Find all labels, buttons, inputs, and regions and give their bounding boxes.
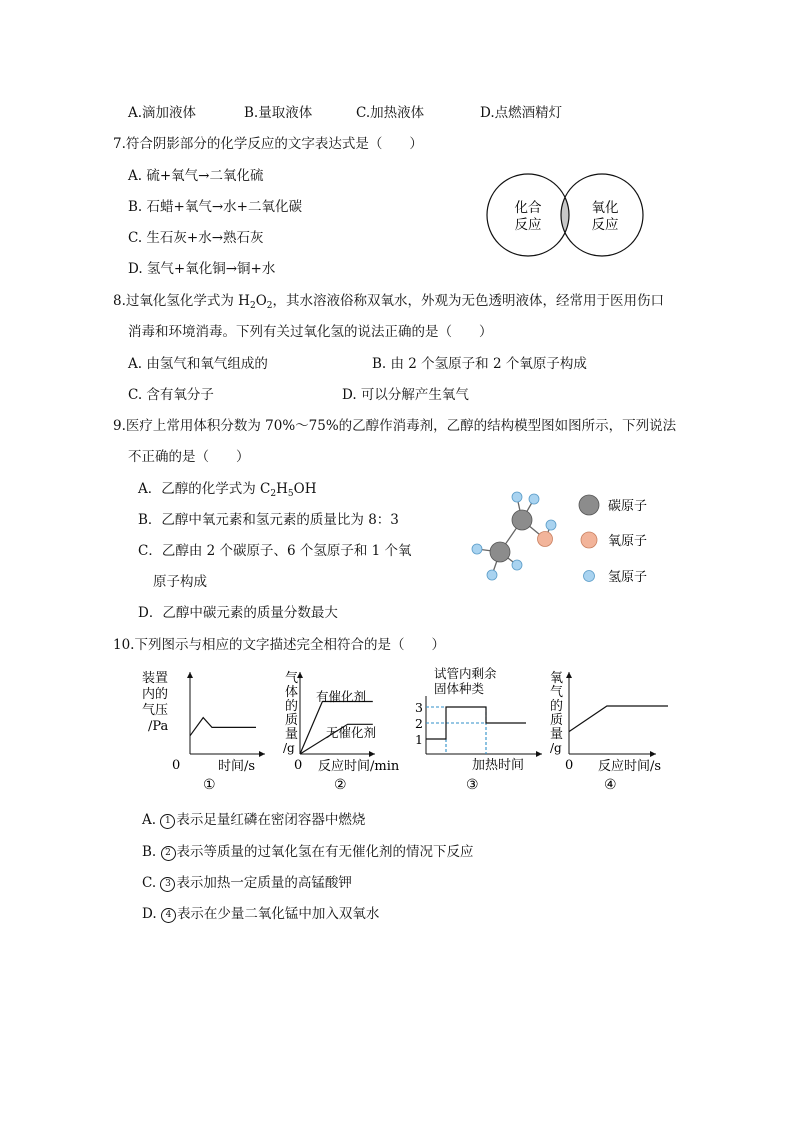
graph-2-ylabel-3: 的 <box>285 699 299 714</box>
q8-option-a: A. 由氢气和氧气组成的 <box>128 356 268 372</box>
graph-1-ylabel-3: 气压 <box>142 703 169 718</box>
graph-1-ylabel-2: 内的 <box>142 687 169 702</box>
q8-option-d: D. 可以分解产生氧气 <box>342 387 469 403</box>
graph-4-ylabel-3: 的 <box>550 699 564 714</box>
graph-1-xlabel: 时间/s <box>218 759 256 774</box>
q10-stem: 10.下列图示与相应的文字描述完全相符合的是（ ） <box>113 637 445 653</box>
hydrogen-atom <box>487 570 497 580</box>
graph-1-origin: 0 <box>172 758 181 773</box>
graph-3-title-1: 试管内剩余 <box>434 666 497 681</box>
circled-number-icon: 4 <box>161 908 176 923</box>
graph-2-ylabel-2: 体 <box>285 685 299 700</box>
q6-option-b: B.量取液体 <box>244 105 313 121</box>
circled-number-icon: 3 <box>160 877 175 892</box>
graph-3 <box>410 662 545 796</box>
graph-2-legend-catalyst: 有催化剂 <box>316 689 367 704</box>
q9-option-a: A．乙醇的化学式为 $C_2H_5OH$ <box>138 481 317 499</box>
ethanol-model <box>465 485 665 585</box>
graph-3-tick-1: 1 <box>415 732 423 747</box>
q8-option-b: B. 由 2 个氢原子和 2 个氧原子构成 <box>372 356 587 372</box>
graph-2-ylabel-5: 量 <box>285 727 299 742</box>
hydrogen-atom <box>529 494 539 504</box>
q9-stem-line1: 9.医疗上常用体积分数为 70%～75%的乙醇作消毒剂，乙醇的结构模型图如图所示，下列说法 <box>113 418 677 434</box>
carbon-atom <box>512 510 532 530</box>
venn-right-label-1: 氧化 <box>591 200 619 216</box>
graph-4-ylabel-6: /g <box>550 741 562 755</box>
graph-4-ylabel-5: 量 <box>550 727 564 742</box>
graph-1-ylabel-4: /Pa <box>148 719 169 734</box>
circled-number-icon: 1 <box>160 814 175 829</box>
q10-option-b: B. 2 表示等质量的过氧化氢在有无催化剂的情况下反应 <box>142 844 474 860</box>
q9-option-b: B．乙醇中氧元素和氢元素的质量比为 8：3 <box>138 512 399 528</box>
legend-carbon-icon <box>579 495 599 515</box>
legend-oxygen-label: 氧原子 <box>608 534 648 549</box>
graph-4-ylabel-2: 气 <box>550 685 564 700</box>
graph-1-series-line <box>190 718 256 736</box>
hydrogen-atom <box>546 520 556 530</box>
venn-left-label-1: 化合 <box>514 200 542 216</box>
graph-4-caption: ④ <box>604 777 617 793</box>
q10-option-c: C. 3 表示加热一定质量的高锰酸钾 <box>142 875 352 891</box>
q9-stem-line2: 不正确的是（ ） <box>128 449 250 465</box>
hydrogen-atom <box>512 560 522 570</box>
graph-4-origin: 0 <box>565 758 574 773</box>
q9-option-c-line2: 原子构成 <box>153 574 207 590</box>
oxygen-atom <box>538 532 553 547</box>
legend-carbon-label: 碳原子 <box>608 499 648 514</box>
graph-3-xlabel: 加热时间 <box>472 758 525 773</box>
graph-3-tick-2: 2 <box>415 716 423 731</box>
q6-option-c: C.加热液体 <box>356 105 425 121</box>
q7-option-b: B. 石蜡+氧气→水+二氧化碳 <box>128 199 302 215</box>
graph-1-caption: ① <box>203 777 216 793</box>
q9-option-c-line1: C．乙醇由 2 个碳原子、6 个氢原子和 1 个氧 <box>138 543 412 559</box>
venn-right-label-2: 反应 <box>591 217 619 233</box>
q7-option-a: A. 硫+氧气→二氧化硫 <box>128 168 264 184</box>
q8-option-c: C. 含有氧分子 <box>128 387 214 403</box>
q8-stem-line2: 消毒和环境消毒。下列有关过氧化氢的说法正确的是（ ） <box>128 324 493 340</box>
venn-left-label-2: 反应 <box>514 217 542 233</box>
venn-diagram <box>480 165 650 265</box>
hydrogen-atom <box>472 544 482 554</box>
graph-3-caption: ③ <box>466 777 479 793</box>
graph-2-ylabel-1: 气 <box>285 671 299 686</box>
graph-4-ylabel-4: 质 <box>550 713 564 728</box>
graph-2-ylabel-4: 质 <box>285 713 299 728</box>
q7-option-d: D. 氢气+氧化铜→铜+水 <box>128 261 276 277</box>
graph-2-xlabel: 反应时间/min <box>318 759 400 774</box>
legend-hydrogen-label: 氢原子 <box>608 570 648 585</box>
q10-option-d: D. 4 表示在少量二氧化锰中加入双氧水 <box>142 906 380 922</box>
hydrogen-atom <box>512 492 522 502</box>
q6-option-d: D.点燃酒精灯 <box>480 105 563 121</box>
legend-oxygen-icon <box>581 532 597 548</box>
q8-stem-line1: 8.过氧化氢化学式为 $H_2O_2$，其水溶液俗称双氧水，外观为无色透明液体，经常用于医用伤口 <box>113 293 664 311</box>
graph-4 <box>546 668 681 796</box>
q9-option-d: D．乙醇中碳元素的质量分数最大 <box>138 605 338 621</box>
q7-stem: 7.符合阴影部分的化学反应的文字表达式是（ ） <box>113 136 423 152</box>
graph-1 <box>140 668 270 796</box>
q10-option-a: A. 1 表示足量红磷在密闭容器中燃烧 <box>142 812 366 828</box>
graph-2-caption: ② <box>334 777 347 793</box>
graph-2-origin: 0 <box>294 758 303 773</box>
graph-3-tick-3: 3 <box>415 700 423 715</box>
graph-1-ylabel-1: 装置 <box>142 671 169 686</box>
q7-option-c: C. 生石灰+水→熟石灰 <box>128 230 264 246</box>
graph-4-xlabel: 反应时间/s <box>598 759 662 774</box>
carbon-atom <box>490 542 510 562</box>
graph-4-series-line <box>569 706 668 732</box>
graph-2-ylabel-6: /g <box>283 741 295 755</box>
legend-hydrogen-icon <box>584 571 595 582</box>
graph-2 <box>282 668 412 796</box>
circled-number-icon: 2 <box>161 846 176 861</box>
q6-option-a: A.滴加液体 <box>128 105 197 121</box>
graph-3-title-2: 固体种类 <box>434 681 485 696</box>
graph-4-ylabel-1: 氧 <box>550 671 564 686</box>
graph-2-legend-no-catalyst: 无催化剂 <box>326 725 377 740</box>
